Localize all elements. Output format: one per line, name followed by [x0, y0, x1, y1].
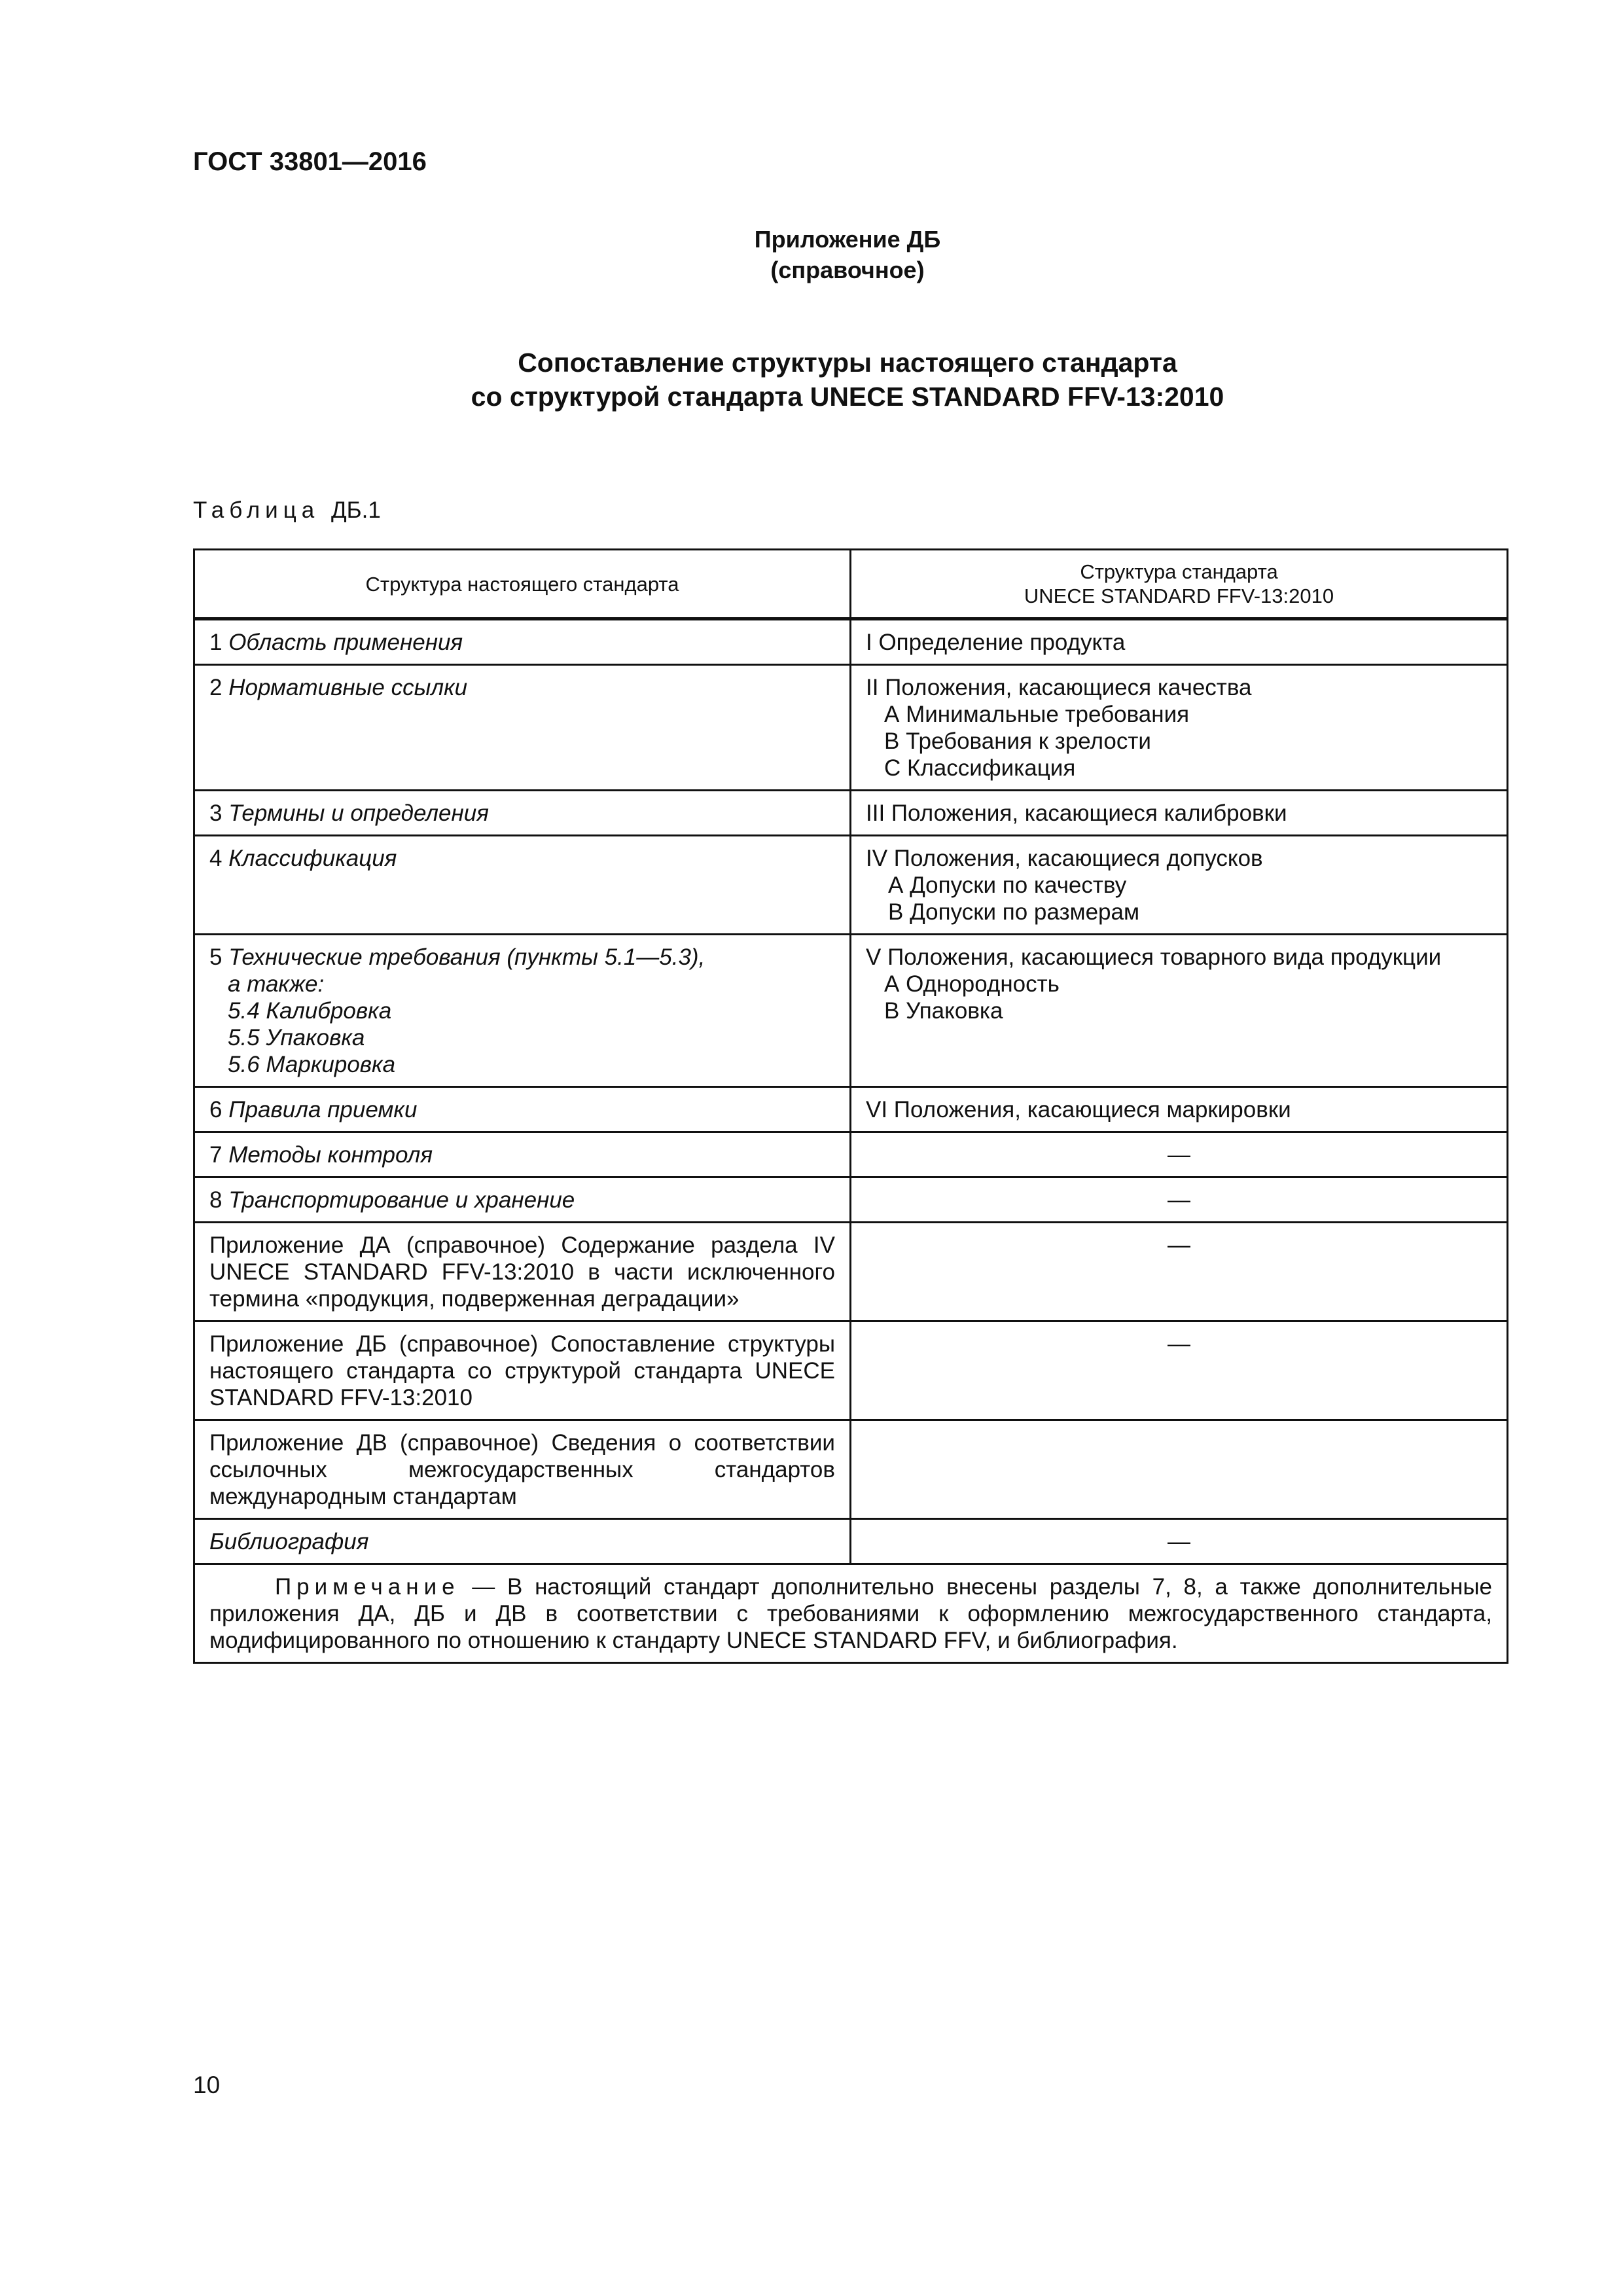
left-cell: [194, 1177, 851, 1223]
section-subitem: а также:: [228, 971, 325, 997]
unece-section: III Положения, касающиеся калибровки: [866, 800, 1287, 826]
table-row: [194, 665, 1508, 791]
right-cell: [851, 836, 1508, 935]
table-row: [194, 935, 1508, 1087]
note-text: — В настоящий стандарт дополнительно внесены разделы 7, 8, а также дополнительные приложения ДА, ДБ и ДВ в соответствии с требованиями к оформлению межгосударственного стандарта, модифицированного по отношению к стандарту UNECE STANDARD FFV, и библиография.: [209, 1574, 1492, 1653]
table-row: [194, 791, 1508, 836]
unece-section: II Положения, касающиеся качества: [866, 675, 1252, 700]
left-cell: [194, 665, 851, 791]
table-note: [194, 1564, 1508, 1663]
annex-heading: [0, 346, 1623, 414]
section-title: Правила приемки: [228, 1097, 418, 1122]
table-caption: [193, 497, 381, 524]
left-cell: [194, 1132, 851, 1177]
unece-section: I Определение продукта: [866, 630, 1126, 655]
section-number: 6: [209, 1097, 223, 1122]
document-code: ГОСТ 33801—2016: [193, 147, 427, 176]
right-cell: [851, 665, 1508, 791]
right-cell: [851, 1087, 1508, 1132]
right-cell-empty: [851, 1420, 1508, 1519]
left-cell: [194, 836, 851, 935]
right-cell-dash: —: [851, 1132, 1508, 1177]
section-number: 5: [209, 944, 223, 970]
left-cell: [194, 1519, 851, 1564]
left-cell: [194, 935, 851, 1087]
table-row: [194, 1519, 1508, 1564]
unece-subsection: В Требования к зрелости: [884, 728, 1151, 754]
col2-header: [851, 550, 1508, 619]
page-number: 10: [193, 2072, 221, 2098]
table-row: [194, 1132, 1508, 1177]
unece-subsection: А Однородность: [884, 971, 1060, 997]
table-row: [194, 1087, 1508, 1132]
section-title: Нормативные ссылки: [228, 675, 468, 700]
unece-section: V Положения, касающиеся товарного вида продукции: [866, 944, 1442, 970]
section-number: 8: [209, 1187, 223, 1213]
annex-title-line1: Приложение ДБ: [754, 226, 941, 253]
table-row: [194, 836, 1508, 935]
right-cell-dash: —: [851, 1177, 1508, 1223]
right-cell: [851, 791, 1508, 836]
unece-section: IV Положения, касающиеся допусков: [866, 846, 1263, 871]
annex-heading-line2: со структурой стандарта UNECE STANDARD FFV-13:2010: [471, 382, 1224, 412]
col2-header-line2: UNECE STANDARD FFV-13:2010: [1024, 584, 1334, 607]
right-cell-dash: —: [851, 1321, 1508, 1420]
table-note-row: [194, 1564, 1508, 1663]
unece-subsection: В Упаковка: [884, 998, 1003, 1024]
unece-subsection: А Минимальные требования: [884, 702, 1190, 727]
section-number: 2: [209, 675, 223, 700]
bibliography-title: Библиография: [209, 1529, 369, 1554]
note-label: Примечание: [275, 1574, 460, 1600]
section-number: 7: [209, 1142, 223, 1168]
structure-comparison-table: [193, 548, 1508, 1664]
section-number: 1: [209, 630, 223, 655]
section-title: Классификация: [228, 846, 397, 871]
unece-subsection: В Допуски по размерам: [888, 899, 1140, 925]
right-cell: [851, 619, 1508, 665]
left-cell: [194, 619, 851, 665]
right-cell: [851, 935, 1508, 1087]
table-header-row: [194, 550, 1508, 619]
section-title: Термины и определения: [228, 800, 489, 826]
table-row: [194, 619, 1508, 665]
table-caption-number: ДБ.1: [330, 497, 381, 523]
table-caption-label: Таблица: [193, 497, 320, 523]
annex-title-line2: (справочное): [770, 257, 925, 283]
right-cell-dash: —: [851, 1519, 1508, 1564]
section-subitem: 5.4 Калибровка: [228, 998, 392, 1024]
left-cell-annex-da: Приложение ДА (справочное) Содержание раздела IV UNECE STANDARD FFV-13:2010 в части исключенного термина «продукция, подверженная деградации»: [194, 1223, 851, 1321]
annex-heading-line1: Сопоставление структуры настоящего стандарта: [518, 348, 1177, 378]
section-subitem: 5.6 Маркировка: [228, 1052, 396, 1077]
table-row: [194, 1223, 1508, 1321]
left-cell-annex-db: Приложение ДБ (справочное) Сопоставление структуры настоящего стандарта со структурой стандарта UNECE STANDARD FFV-13:2010: [194, 1321, 851, 1420]
section-title: Методы контроля: [228, 1142, 433, 1168]
section-title: Область применения: [228, 630, 463, 655]
unece-subsection: С Классификация: [884, 755, 1076, 781]
table-row: [194, 1420, 1508, 1519]
section-title: Транспортирование и хранение: [228, 1187, 575, 1213]
annex-label: [0, 224, 1623, 285]
col2-header-line1: Структура стандарта: [1080, 560, 1278, 583]
left-cell: [194, 1087, 851, 1132]
left-cell: [194, 791, 851, 836]
section-subitem: 5.5 Упаковка: [228, 1025, 365, 1050]
section-title: Технические требования (пункты 5.1—5.3),: [228, 944, 705, 970]
section-number: 4: [209, 846, 223, 871]
col1-header: Структура настоящего стандарта: [194, 550, 851, 619]
right-cell-dash: —: [851, 1223, 1508, 1321]
section-number: 3: [209, 800, 223, 826]
unece-subsection: А Допуски по качеству: [888, 872, 1127, 898]
table-row: [194, 1177, 1508, 1223]
unece-section: VI Положения, касающиеся маркировки: [866, 1097, 1291, 1122]
left-cell-annex-dv: Приложение ДВ (справочное) Сведения о соответствии ссылочных межгосударственных стандартов международным стандартам: [194, 1420, 851, 1519]
table-row: [194, 1321, 1508, 1420]
